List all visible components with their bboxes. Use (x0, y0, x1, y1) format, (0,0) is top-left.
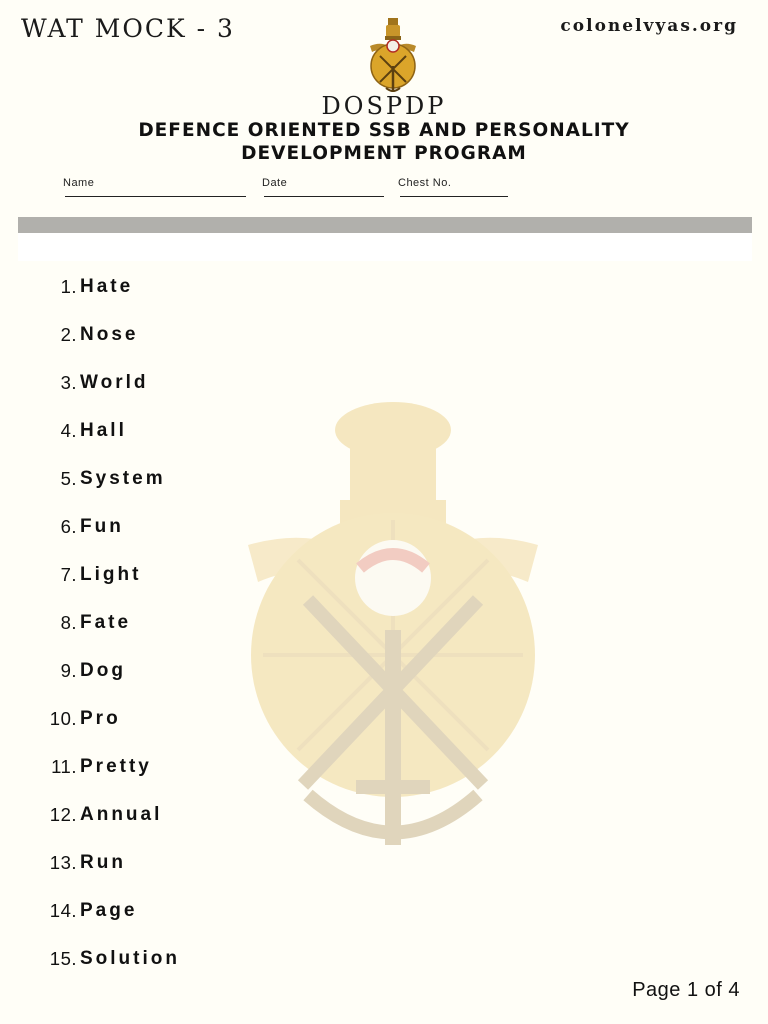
item-word: Annual (80, 804, 163, 825)
page-indicator: Page 1 of 4 (632, 979, 740, 1001)
item-word: World (80, 372, 149, 393)
list-item (0, 463, 400, 511)
item-number: 2. (60, 324, 77, 345)
item-number: 10. (49, 708, 77, 729)
item-number: 3. (60, 372, 77, 393)
item-number: 4. (60, 420, 77, 441)
item-word: Nose (80, 324, 139, 345)
subtitle-line-1: DEFENCE ORIENTED SSB AND PERSONALITY (138, 120, 630, 141)
list-item (0, 703, 400, 751)
crest-emblem-icon (366, 16, 420, 94)
list-item (0, 895, 400, 943)
item-number: 1. (60, 276, 77, 297)
item-word: Pretty (80, 756, 152, 777)
date-label: Date (262, 177, 288, 189)
date-field[interactable] (264, 177, 384, 197)
list-item (0, 319, 400, 367)
list-item (0, 367, 400, 415)
item-word: Page (80, 900, 138, 921)
item-number: 11. (51, 756, 77, 777)
list-item (0, 559, 400, 607)
list-item (0, 271, 400, 319)
item-word: Solution (80, 948, 180, 969)
item-word: Pro (80, 708, 121, 729)
item-number: 12. (49, 804, 77, 825)
divider-bar (18, 217, 752, 233)
name-field[interactable] (65, 177, 246, 197)
list-item (0, 799, 400, 847)
name-label: Name (63, 177, 95, 189)
item-number: 8. (60, 612, 77, 633)
program-subtitle (0, 119, 768, 165)
item-word: Fun (80, 516, 124, 537)
list-item (0, 655, 400, 703)
item-word: Fate (80, 612, 132, 633)
list-item (0, 607, 400, 655)
item-word: Run (80, 852, 126, 873)
mock-title: WAT MOCK - 3 (21, 14, 235, 43)
item-word: Hall (80, 420, 127, 441)
item-word: System (80, 468, 166, 489)
item-word: Dog (80, 660, 126, 681)
word-list (0, 271, 400, 991)
list-item (0, 751, 400, 799)
list-item (0, 415, 400, 463)
item-number: 13. (49, 852, 77, 873)
item-number: 7. (60, 564, 77, 585)
brand-title: DOSPDP (321, 92, 447, 120)
item-number: 15. (49, 948, 77, 969)
item-number: 14. (49, 900, 77, 921)
item-number: 5. (60, 468, 77, 489)
subtitle-line-2: DEVELOPMENT PROGRAM (241, 143, 527, 164)
list-item (0, 943, 400, 991)
item-number: 9. (60, 660, 77, 681)
chest-no-field[interactable] (400, 177, 508, 197)
item-word: Hate (80, 276, 134, 297)
white-panel (18, 233, 752, 261)
item-number: 6. (60, 516, 77, 537)
item-word: Light (80, 564, 142, 585)
site-url: colonelvyas.org (560, 16, 738, 36)
chest-no-label: Chest No. (398, 177, 452, 189)
list-item (0, 847, 400, 895)
list-item (0, 511, 400, 559)
